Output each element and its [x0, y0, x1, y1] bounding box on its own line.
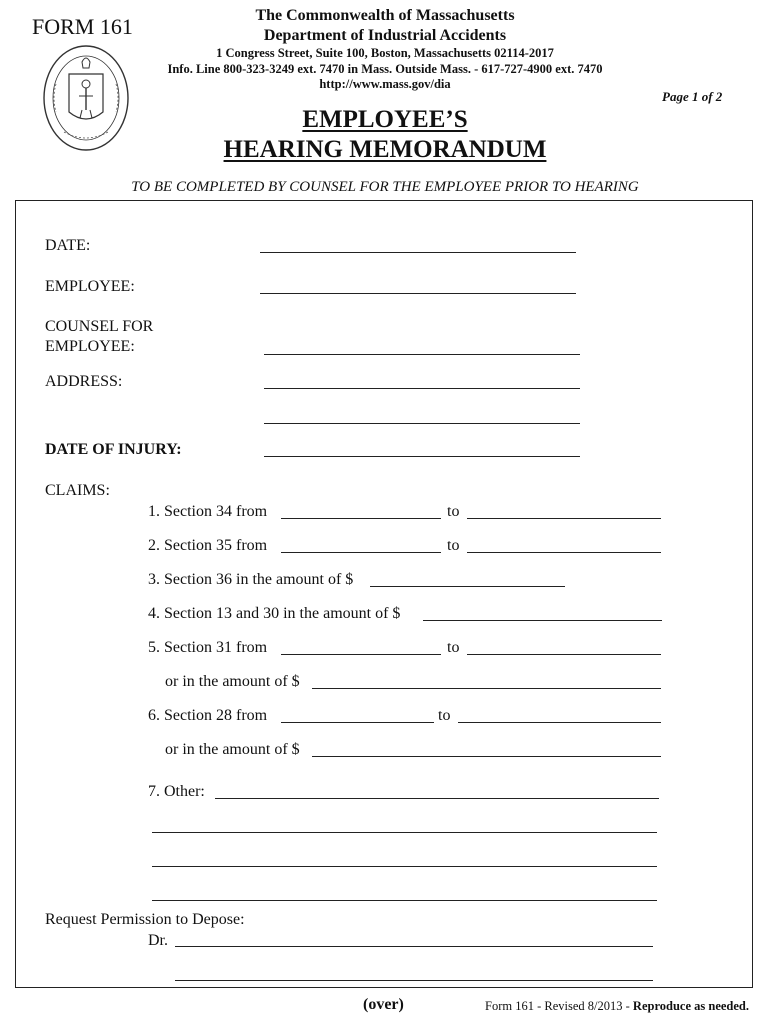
claim-other-label: 7. Other:: [148, 783, 205, 800]
claim-other-field-3[interactable]: [152, 866, 657, 867]
employee-field[interactable]: [260, 293, 576, 294]
claim-section-35-to-field[interactable]: [467, 552, 661, 553]
claim-section-36-label: 3. Section 36 in the amount of $: [148, 571, 354, 588]
address-label: ADDRESS:: [45, 373, 123, 390]
claim-other-field-2[interactable]: [152, 832, 657, 833]
claim-section-34-to-label: to: [447, 503, 460, 520]
counsel-label-line-2: EMPLOYEE:: [45, 338, 135, 355]
depose-doctor-field-2[interactable]: [175, 980, 653, 981]
address-field-1[interactable]: [264, 388, 580, 389]
depose-doctor-field-1[interactable]: [175, 946, 653, 947]
claim-section-28-or-amount-label: or in the amount of $: [165, 741, 300, 758]
claim-other-field-4[interactable]: [152, 900, 657, 901]
claim-section-35-label: 2. Section 35 from: [148, 537, 268, 554]
claim-section-13-30-amount-field[interactable]: [423, 620, 662, 621]
claim-section-35-from-field[interactable]: [281, 552, 441, 553]
header-website: http://www.mass.gov/dia: [319, 77, 451, 91]
date-of-injury-label: DATE OF INJURY:: [45, 441, 182, 458]
depose-dr-label: Dr.: [148, 932, 168, 949]
title-line-1: EMPLOYEE’S: [302, 106, 468, 133]
claim-section-31-to-label: to: [447, 639, 460, 656]
counsel-label-line-1: COUNSEL FOR: [45, 318, 154, 335]
header-commonwealth: The Commonwealth of Massachusetts: [255, 7, 515, 24]
claim-section-31-from-field[interactable]: [281, 654, 441, 655]
claim-section-36-amount-field[interactable]: [370, 586, 565, 587]
claim-section-31-label: 5. Section 31 from: [148, 639, 268, 656]
claim-section-31-to-field[interactable]: [467, 654, 661, 655]
title-line-2: HEARING MEMORANDUM: [223, 136, 547, 163]
counsel-field[interactable]: [264, 354, 580, 355]
address-field-2[interactable]: [264, 423, 580, 424]
date-label: DATE:: [45, 237, 91, 254]
employee-label: EMPLOYEE:: [45, 278, 135, 295]
claim-section-28-from-field[interactable]: [281, 722, 434, 723]
claim-section-34-label: 1. Section 34 from: [148, 503, 268, 520]
form-number: FORM 161: [32, 14, 133, 39]
revision-text: Form 161 - Revised 8/2013 -: [485, 999, 633, 1013]
claim-section-35-to-label: to: [447, 537, 460, 554]
header-phone: Info. Line 800-323-3249 ext. 7470 in Mass. Outside Mass. - 617-727-4900 ext. 7470: [167, 62, 603, 76]
instruction-text: TO BE COMPLETED BY COUNSEL FOR THE EMPLOYEE PRIOR TO HEARING: [131, 179, 639, 195]
claim-section-28-to-label: to: [438, 707, 451, 724]
claim-section-34-from-field[interactable]: [281, 518, 441, 519]
page-indicator: Page 1 of 2: [662, 89, 723, 104]
over-indicator: (over): [363, 996, 404, 1013]
depose-label: Request Permission to Depose:: [45, 911, 245, 928]
reproduce-note: Reproduce as needed.: [632, 999, 750, 1013]
claim-other-field-1[interactable]: [215, 798, 659, 799]
claim-section-34-to-field[interactable]: [467, 518, 661, 519]
claim-section-31-or-amount-label: or in the amount of $: [165, 673, 300, 690]
claim-section-31-amount-field[interactable]: [312, 688, 661, 689]
claim-section-28-amount-field[interactable]: [312, 756, 661, 757]
date-field[interactable]: [260, 252, 576, 253]
claim-section-28-label: 6. Section 28 from: [148, 707, 268, 724]
date-of-injury-field[interactable]: [264, 456, 580, 457]
revision-note: [485, 999, 749, 1014]
claim-section-13-30-label: 4. Section 13 and 30 in the amount of $: [148, 605, 401, 622]
claims-label: CLAIMS:: [45, 482, 110, 499]
header-department: Department of Industrial Accidents: [263, 27, 507, 44]
claim-section-28-to-field[interactable]: [458, 722, 661, 723]
header-address: 1 Congress Street, Suite 100, Boston, Massachusetts 02114-2017: [216, 46, 554, 60]
